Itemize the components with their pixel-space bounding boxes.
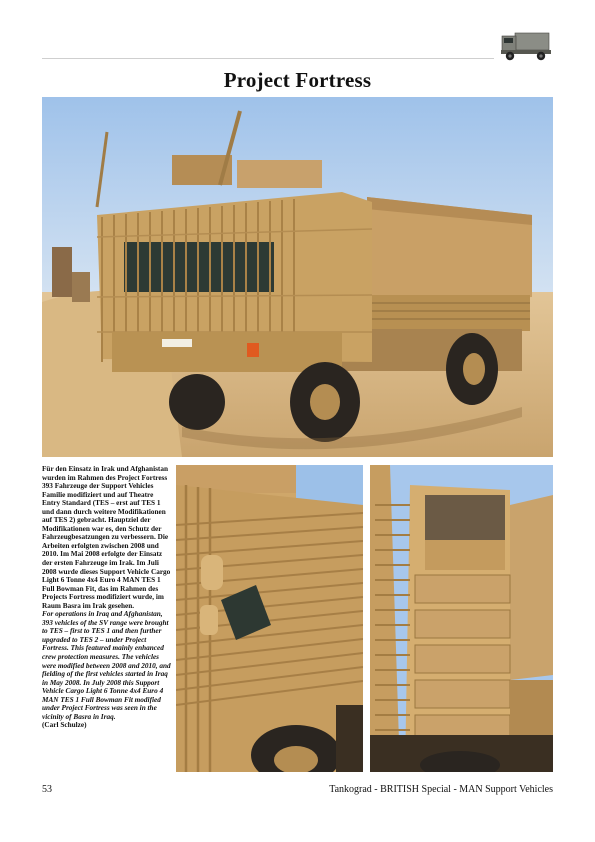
caption-german: Für den Einsatz in Irak und Afghanistan wurden im Rahmen des Project Fortress 393 Fahrzeuge der Support Vehicles Familie modifiziert und auf Theatre Entry Standard (TES – erst auf TES 1 und dann durch weitere Modifikationen auf TES 2) gebracht. Hauptziel der Modifikationen war es, den Schutz der Fahrzeugbesatzungen zu verbessern. Die Arbeiten erfolgten zwischen 2008 und 2010. Im Mai 2008 erfolgte der Einsatz der ersten Fahrzeuge im Irak. Im Juli 2008 wurde dieses Support Vehicle Cargo Light 6 Tonne 4x4 Euro 4 MAN TES 1 Full Bowman Fit, das im Rahmen des Projects Fortress modifiziert wurde, im Raum Basra im Irak gesehen.	[42, 465, 171, 610]
truck-thumbnail-icon	[497, 27, 555, 63]
header-rule	[42, 58, 494, 59]
cab-side-cage-photo	[176, 465, 363, 772]
main-truck-photo	[42, 97, 553, 457]
page-title: Project Fortress	[223, 68, 372, 92]
running-footer-title: Tankograd - BRITISH Special - MAN Support Vehicles	[329, 784, 553, 795]
photo-caption	[42, 465, 173, 730]
rear-stowage-photo	[370, 465, 553, 772]
caption-english: For operations in Iraq and Afghanistan, 393 vehicles of the SV range were brought to TES – first to TES 1 and then further upgraded to TES 2 – under Project Fortress. This featured mainly enhanced crew protection measures. The vehicles were modified between 2008 and 2010, and fielding of the first vehicles started in Iraq in May 2008. In July 2008 this Support Vehicle Cargo Light 6 Tonne 4x4 Euro 4 MAN TES 1 Full Bowman Fit modified under Project Fortress was seen in the vicinity of Basra in Iraq.	[42, 610, 171, 721]
page-number: 53	[42, 784, 52, 795]
caption-credit: (Carl Schulze)	[42, 721, 87, 730]
